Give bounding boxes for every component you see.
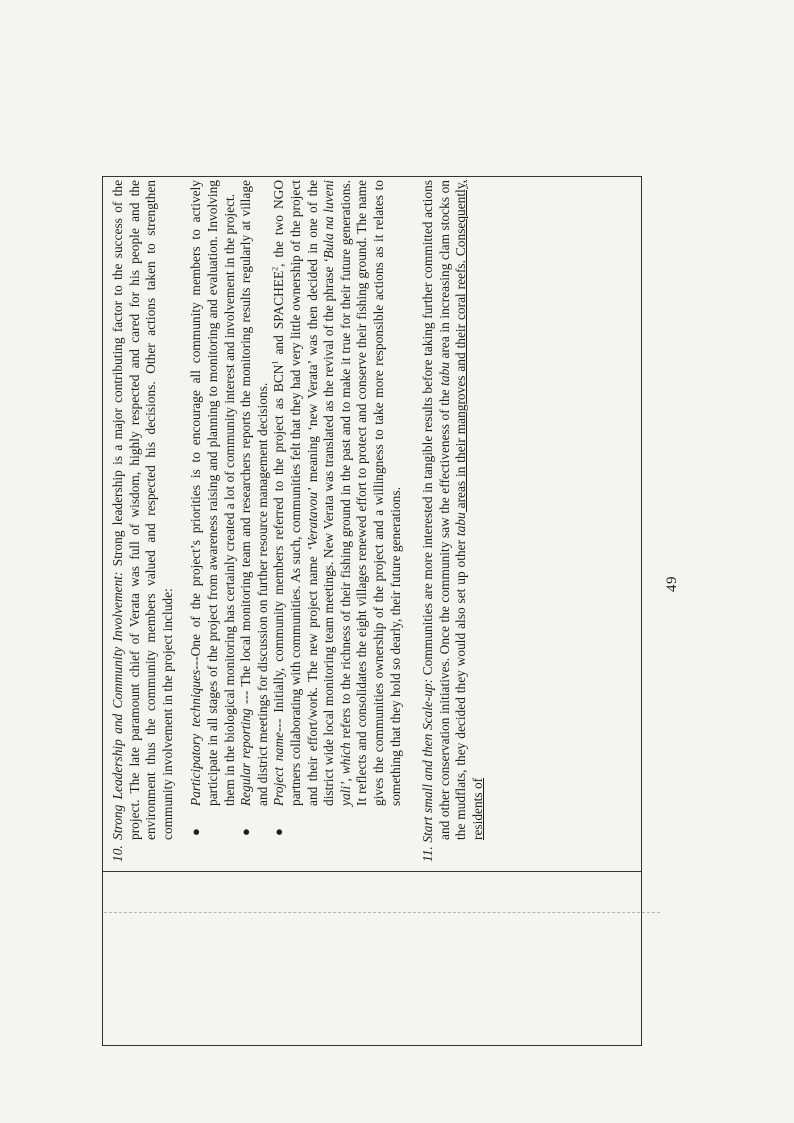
tabu-term: tabu xyxy=(453,512,469,537)
bullet-title: Project name xyxy=(271,732,287,806)
scan-artifact-line xyxy=(104,912,660,913)
section-11-paragraph xyxy=(420,180,486,862)
footnote-ref: 2 xyxy=(270,266,280,271)
list-item-participatory xyxy=(188,180,238,836)
bullet-text: --- The local monitoring team and researchers reports the monitoring results regularly at village and district meetings for discussion on further resource management decisions. xyxy=(238,180,270,806)
page-number: 49 xyxy=(664,576,680,592)
rotated-text-block xyxy=(110,180,630,862)
list-item-reporting xyxy=(238,180,271,836)
bullet-text: refers to the richness of their fishing ground in the past and to make it true for their future generations. It reflects and consolidates the eight villages renewed effort to protect and conserve their fishing ground. The name gives the communities ownership of the project and a willingness to take more responsible actions as it relates to something that they hold so dearly, their future generations. xyxy=(337,180,403,806)
tabu-term: tabu xyxy=(436,362,452,386)
section-11-number: 11. xyxy=(420,846,436,862)
bullet-title: Regular reporting xyxy=(238,708,254,806)
bullet-icon: ● xyxy=(188,828,204,836)
bullet-text: --- Initially, community members referred to the project as BCN xyxy=(271,364,287,733)
section-10-number: 10. xyxy=(110,845,125,862)
bullet-text: ---One of the project’s priorities is to encourage all community members to actively participate in all stages of the project from awareness raising and planning to monitoring and evaluation. Involving them in the biological monitoring has certainly created a lot of community interest and involvement in the project. xyxy=(188,179,237,806)
project-name-term: ‘Veratavou’ xyxy=(304,487,320,551)
table-column-divider xyxy=(102,871,642,872)
bullet-icon: ● xyxy=(238,828,254,836)
community-actions-list xyxy=(188,180,404,862)
section-11-heading: Start small and then Scale-up: xyxy=(420,678,436,843)
section-10-heading: Strong Leadership and Community Involvement: xyxy=(110,571,125,840)
bullet-title: Participatory techniques xyxy=(188,669,204,806)
section-11-body: area in increasing clam stocks on the mudflats, they decided they would also set up other xyxy=(436,180,469,840)
bullet-icon: ● xyxy=(271,828,287,836)
bullet-text: and SPACHEE xyxy=(271,270,287,361)
bullet-text: , the two NGO partners collaborating with communities. As such, communities felt that they had very little ownership of the project and their effort/work. The new project name xyxy=(271,180,320,806)
footnote-ref: 1 xyxy=(270,360,280,365)
bullet-text: meaning ‘new Verata’ was then decided in one of the district wide local monitoring team meetings. New Verata was translated as the revival of the phrase xyxy=(304,180,337,806)
list-item-project-name xyxy=(271,180,404,836)
section-11-body: Communities are more interested in tangible results before taking further committed actions and other conservation initiatives. Once the community saw the effectiveness of the xyxy=(420,180,452,840)
phrase-term: ‘Bula na luveni yali’, which xyxy=(321,180,353,806)
section-10-body: Strong leadership is a major contributing factor to the success of the project. The late paramount chief of Verata was full of wisdom, highly respected and cared for his people and the environment thus the community members valued and respected his decisions. Other actions taken to strengthen community involvement in the project include: xyxy=(110,179,175,840)
section-11-body: areas in their mangroves and their coral reefs. Consequently, residents of xyxy=(453,180,485,840)
section-10-paragraph xyxy=(110,180,176,862)
